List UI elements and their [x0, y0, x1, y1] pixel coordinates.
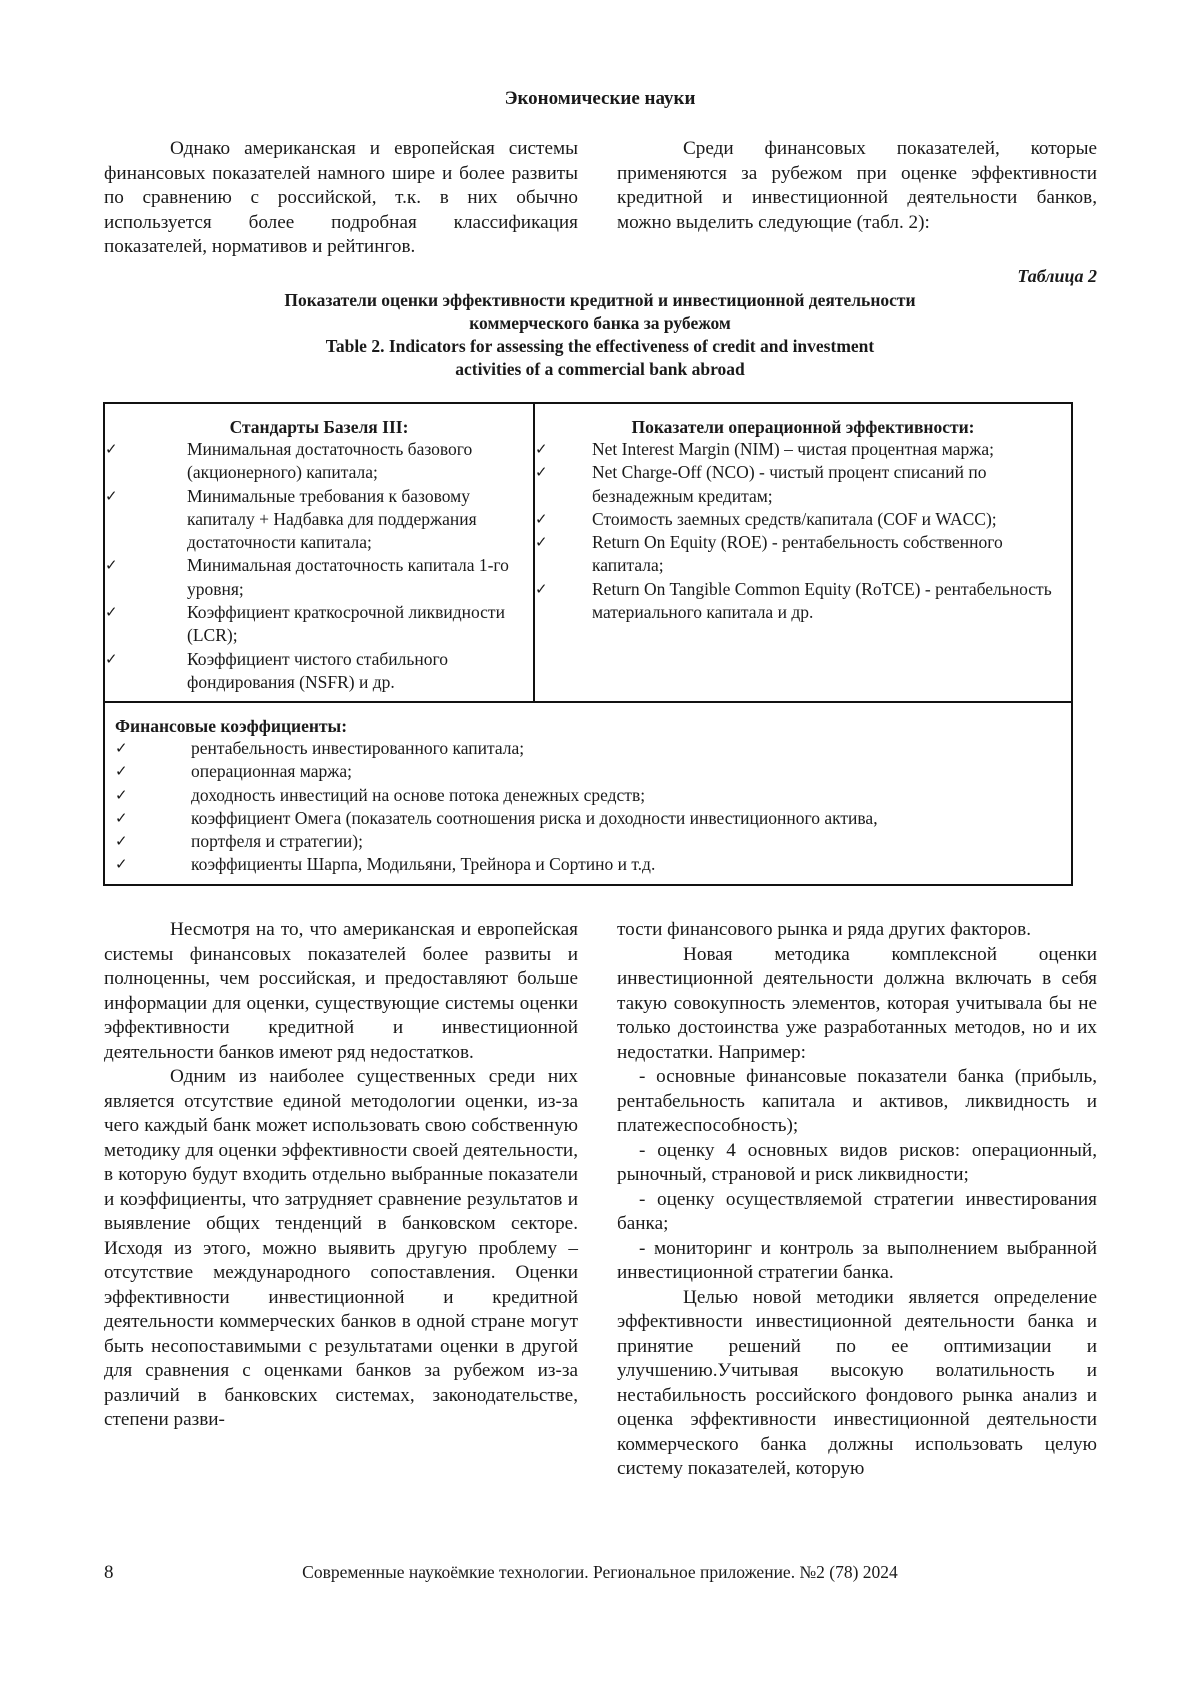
- operational-list: [535, 438, 1071, 624]
- intro-paragraph-left: Однако американская и европейская системы финансовых показателей намного шире и более развиты по сравнению с российской, т.к. в них обычно используется более подробная классификация показателей, нормативов и рейтингов.: [104, 138, 578, 257]
- dash-item: - оценку 4 основных видов рисков: операционный, рыночный, страновой и риск ликвидности;: [617, 1139, 1097, 1185]
- body-paragraph: Новая методика комплексной оценки инвестиционной деятельности должна включать в себя такую совокупность элементов, которая учитывала бы не только достоинства уже разработанных методов, но и их недостатки. Например:: [617, 943, 1097, 1063]
- table-title-en-line1: Table 2. Indicators for assessing the effectiveness of credit and investment: [325, 336, 875, 356]
- page-number: 8: [104, 1562, 114, 1583]
- table-title-ru-line1: Показатели оценки эффективности кредитной и инвестиционной деятельности: [284, 290, 916, 310]
- dash-item: - мониторинг и контроль за выполнением выбранной инвестиционной стратегии банка.: [617, 1237, 1097, 1283]
- check-icon: ✓: [535, 463, 548, 482]
- list-item: ✓ Коэффициент краткосрочной ликвидности (LCR);: [105, 602, 505, 646]
- table-title: [0, 289, 1200, 381]
- operational-heading: Показатели операционной эффективности:: [631, 417, 975, 437]
- dash-item: - основные финансовые показатели банка (прибыль, рентабельность капитала и активов, ликвидность и платежеспособность);: [617, 1066, 1097, 1136]
- list-item: ✓ рентабельность инвестированного капитала;: [115, 737, 1071, 760]
- indicators-table: [103, 402, 1073, 886]
- list-item: ✓ Return On Tangible Common Equity (RoTCE) - рентабельность материального капитала и др.: [535, 578, 1052, 623]
- check-icon: ✓: [115, 785, 128, 804]
- check-icon: ✓: [105, 649, 118, 668]
- intro-left-column: [104, 137, 578, 260]
- list-item: ✓ портфеля и стратегии);: [115, 830, 1071, 853]
- intro-paragraph-right: Среди финансовых показателей, которые применяются за рубежом при оценке эффективности кредитной и инвестиционной деятельности банков, можно выделить следующие (табл. 2):: [617, 138, 1097, 233]
- list-item: ✓ Минимальные требования к базовому капиталу + Надбавка для поддержания достаточности капитала;: [105, 485, 477, 553]
- list-item: ✓ коэффициент Омега (показатель соотношения риска и доходности инвестиционного актива,: [115, 807, 1071, 830]
- list-item: ✓ Net Charge-Off (NCO) - чистый процент списаний по безнадежным кредитам;: [535, 462, 987, 506]
- basel-list: [105, 438, 533, 694]
- table-top-row: [105, 404, 1071, 703]
- financial-heading: Финансовые коэффициенты:: [115, 716, 348, 736]
- check-icon: ✓: [535, 509, 548, 528]
- intro-right-column: [617, 137, 1097, 235]
- financial-list: [115, 737, 1071, 877]
- table-label: Таблица 2: [1017, 266, 1097, 286]
- list-item: ✓ Стоимость заемных средств/капитала (COF и WACC);: [535, 508, 1071, 531]
- body-paragraph: Одним из наиболее существенных среди них является отсутствие единой методологии оценки, из-за чего каждый банк может использовать свою собственную методику для оценки эффективности своей деятельности, в которую будут входить отдельно выбранные показатели и коэффициенты, что затрудняет сравнение результатов и выявление общих тенденций в банковском секторе. Исходя из этого, можно выявить другую проблему – отсутствие международного сопоставления. Оценки эффективности инвестиционной и кредитной деятельности коммерческих банков в одной стране могут быть несопоставимыми с результатами оценки в другой для сравнения с оценками банков за рубежом из-за различий в банковских системах, законодательстве, степени разви-: [104, 1066, 578, 1430]
- financial-cell: [105, 703, 1071, 884]
- table-title-ru-line2: коммерческого банка за рубежом: [469, 313, 731, 333]
- body-paragraph: Несмотря на то, что американская и европейская системы финансовых показателей более развиты и полноценны, чем российская, и предоставляют больше информации для оценки, существующие системы оценки эффективности кредитной и инвестиционной деятельности банков имеют ряд недостатков.: [104, 919, 578, 1063]
- basel-heading: Стандарты Базеля III:: [229, 417, 409, 437]
- journal-footer: Современные наукоёмкие технологии. Региональное приложение. №2 (78) 2024: [302, 1562, 898, 1582]
- list-item: ✓ Return On Equity (ROE) - рентабельность собственного капитала;: [535, 532, 1003, 576]
- check-icon: ✓: [105, 556, 118, 575]
- dash-item: - оценку осуществляемой стратегии инвестирования банка;: [617, 1188, 1097, 1234]
- check-icon: ✓: [115, 762, 128, 781]
- check-icon: ✓: [535, 579, 548, 598]
- section-header: Экономические науки: [504, 88, 696, 109]
- body-continuation: тости финансового рынка и ряда других факторов.: [617, 919, 1032, 940]
- list-item: ✓ Минимальная достаточность базового (акционерного) капитала;: [105, 439, 473, 483]
- check-icon: ✓: [105, 486, 118, 505]
- check-icon: ✓: [115, 832, 128, 851]
- check-icon: ✓: [535, 440, 548, 458]
- check-icon: ✓: [535, 533, 548, 552]
- body-right-column: [617, 918, 1097, 1482]
- operational-cell: [535, 404, 1071, 701]
- table-title-en-line2: activities of a commercial bank abroad: [455, 359, 745, 379]
- check-icon: ✓: [105, 603, 118, 622]
- body-left-column: [104, 918, 578, 1433]
- list-item: ✓ Минимальная достаточность капитала 1-го уровня;: [105, 555, 509, 599]
- check-icon: ✓: [115, 808, 128, 827]
- list-item: ✓ доходность инвестиций на основе потока денежных средств;: [115, 784, 1071, 807]
- basel-cell: [105, 404, 535, 701]
- body-paragraph: Целью новой методики является определение эффективности инвестиционной деятельности банка и принятие решений по ее оптимизации и улучшению.Учитывая высокую волатильность и нестабильность российского фондового рынка анализ и оценка эффективности инвестиционной деятельности коммерческого банка должны использовать целую систему показателей, которую: [617, 1286, 1097, 1479]
- list-item: ✓ Коэффициент чистого стабильного фондирования (NSFR) и др.: [105, 648, 448, 692]
- check-icon: ✓: [115, 739, 128, 757]
- check-icon: ✓: [105, 440, 118, 458]
- check-icon: ✓: [115, 855, 128, 874]
- list-item: ✓ операционная маржа;: [115, 760, 1071, 783]
- list-item: ✓ коэффициенты Шарпа, Модильяни, Трейнора и Сортино и т.д.: [115, 853, 1071, 876]
- list-item: ✓ Net Interest Margin (NIM) – чистая процентная маржа;: [535, 438, 1071, 461]
